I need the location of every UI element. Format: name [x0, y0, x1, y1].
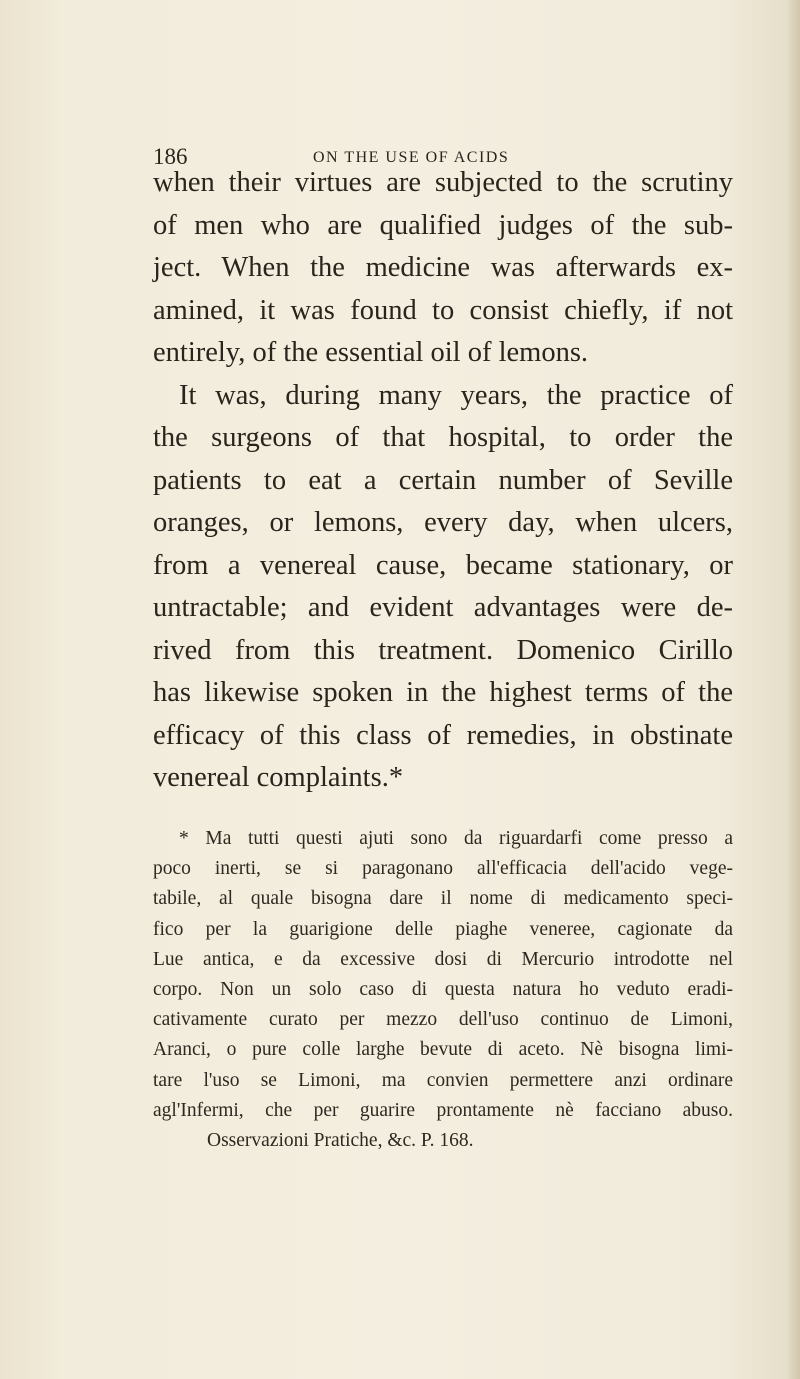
body-line: the surgeons of that hospital, to order the: [153, 422, 733, 453]
page-edge-shadow: [786, 0, 800, 1379]
footnote-line: tare l'uso se Limoni, ma convien permettere anzi ordinare: [153, 1069, 733, 1091]
footnote-line: agl'Infermi, che per guarire prontamente nè facciano abuso.: [153, 1099, 733, 1121]
footnote-line: corpo. Non un solo caso di questa natura ho veduto eradi-: [153, 978, 733, 1000]
footnote-line: Aranci, o pure colle larghe bevute di aceto. Nè bisogna limi-: [153, 1039, 733, 1061]
body-line: has likewise spoken in the highest terms of the: [153, 677, 733, 708]
running-head: ON THE USE OF ACIDS: [313, 149, 510, 166]
body-text: [153, 162, 733, 800]
body-line: entirely, of the essential oil of lemons.: [153, 337, 589, 368]
footnote: [153, 824, 733, 1156]
body-line: of men who are qualified judges of the sub-: [153, 209, 733, 241]
body-line: when their virtues are subjected to the scrutiny: [153, 167, 733, 198]
body-line: from a venereal cause, became stationary, or: [153, 549, 733, 581]
footnote-line: poco inerti, se si paragonano all'efficacia dell'acido vege-: [153, 858, 733, 880]
body-line: untractable; and evident advantages were de-: [153, 592, 733, 623]
footnote-line: * Ma tutti questi ajuti sono da riguardarfi come presso a: [179, 828, 733, 849]
footnote-citation: Osservazioni Pratiche, &c. P. 168.: [207, 1129, 474, 1151]
footnote-line: cativamente curato per mezzo dell'uso continuo de Limoni,: [153, 1009, 733, 1031]
body-line: It was, during many years, the practice of: [179, 379, 733, 411]
body-line: amined, it was found to consist chiefly, if not: [153, 294, 733, 326]
body-line: efficacy of this class of remedies, in obstinate: [153, 719, 733, 751]
footnote-line: Lue antica, e da excessive dosi di Mercurio introdotte nel: [153, 948, 733, 970]
body-line: venereal complaints.*: [153, 762, 404, 793]
body-line: ject. When the medicine was afterwards ex-: [153, 252, 733, 283]
footnote-line: tabile, al quale bisogna dare il nome di medicamento speci-: [153, 888, 733, 910]
body-line: patients to eat a certain number of Seville: [153, 464, 733, 496]
footnote-line: fico per la guarigione delle piaghe veneree, cagionate da: [153, 918, 733, 940]
body-line: rived from this treatment. Domenico Cirillo: [153, 634, 733, 666]
page-number: 186: [153, 144, 188, 169]
body-line: oranges, or lemons, every day, when ulcers,: [153, 507, 733, 538]
